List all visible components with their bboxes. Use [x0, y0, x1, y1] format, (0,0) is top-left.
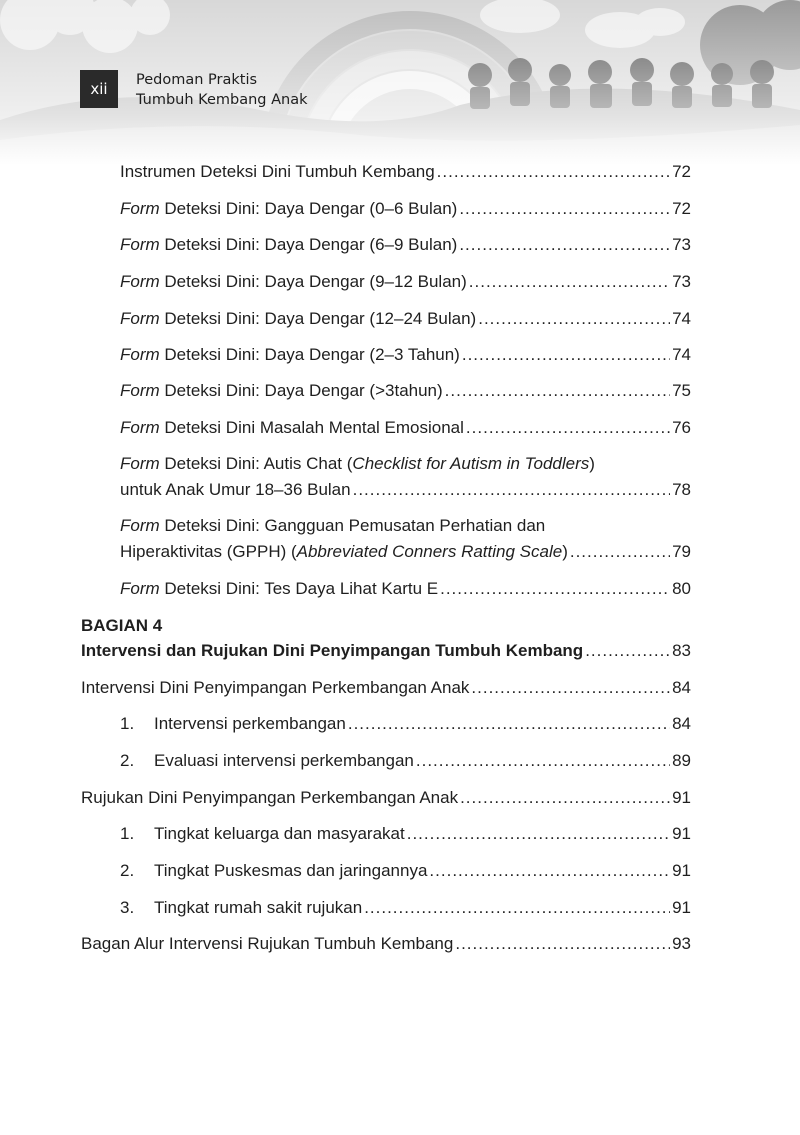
toc-entry[interactable] — [120, 234, 691, 256]
toc-entry-text: Bagan Alur Intervensi Rujukan Tumbuh Kembang — [81, 934, 454, 953]
toc-entry-italic: Form — [120, 235, 160, 254]
book-title-line1: Pedoman Praktis — [136, 72, 258, 88]
toc-page-number: 72 — [672, 162, 691, 181]
header-banner — [0, 0, 800, 165]
toc-entry[interactable] — [120, 860, 691, 882]
toc-entry[interactable] — [81, 933, 691, 955]
toc-page-number: 91 — [672, 824, 691, 843]
toc-page-number: 79 — [672, 542, 691, 561]
toc-entry-gpph[interactable] — [120, 515, 691, 563]
banner-illustration — [0, 0, 800, 165]
toc-entry[interactable] — [120, 713, 691, 735]
toc-page-number: 72 — [672, 199, 691, 218]
toc-page-number: 91 — [672, 898, 691, 917]
toc-entry-text: Intervensi Dini Penyimpangan Perkembangan Anak — [81, 678, 470, 697]
toc-entry[interactable] — [81, 677, 691, 699]
toc-entry[interactable] — [120, 897, 691, 919]
toc-entry-text: Instrumen Deteksi Dini Tumbuh Kembang — [120, 162, 435, 181]
toc-entry[interactable] — [120, 161, 691, 183]
toc-entry-number: 1. — [120, 824, 135, 843]
toc-page-number: 89 — [672, 751, 691, 770]
toc-entry[interactable] — [120, 308, 691, 330]
toc-entry-text: Rujukan Dini Penyimpangan Perkembangan Anak — [81, 788, 459, 807]
toc-entry-text-line2: Hiperaktivitas (GPPH) ( — [120, 542, 297, 561]
dot-leader — [437, 161, 670, 183]
toc-entry[interactable] — [120, 750, 691, 772]
toc-entry-number: 1. — [120, 714, 135, 733]
book-title-line2: Tumbuh Kembang Anak — [136, 92, 308, 108]
dot-leader — [462, 344, 670, 366]
dot-leader — [585, 640, 670, 662]
toc-page-number: 75 — [672, 381, 691, 400]
toc-entry[interactable] — [120, 198, 691, 220]
toc-page-number: 80 — [672, 579, 691, 598]
toc-page-number: 73 — [672, 235, 691, 254]
toc-entry-italic: Form — [120, 516, 160, 535]
toc-entry[interactable] — [81, 787, 691, 809]
toc-entry-text: Deteksi Dini: Daya Dengar (12–24 Bulan) — [159, 309, 477, 328]
toc-entry-text: Tingkat Puskesmas dan jaringannya — [154, 861, 428, 880]
toc-page-number: 84 — [672, 678, 691, 697]
toc-entry-italic: Form — [120, 309, 160, 328]
dot-leader — [353, 479, 670, 501]
toc-entry-text: Deteksi Dini: Daya Dengar (2–3 Tahun) — [159, 345, 460, 364]
toc-section-entry[interactable] — [81, 640, 691, 662]
page-number-box — [80, 70, 118, 108]
toc-entry[interactable] — [120, 823, 691, 845]
toc-entry-number: 2. — [120, 751, 135, 770]
toc-entry-text: Deteksi Dini: Daya Dengar (9–12 Bulan) — [159, 272, 467, 291]
toc-entry-text: Deteksi Dini: Daya Dengar (>3tahun) — [159, 381, 443, 400]
toc-entry-italic: Form — [120, 418, 160, 437]
toc-entry-italic: Form — [120, 381, 160, 400]
toc-entry[interactable] — [120, 417, 691, 439]
toc-entry[interactable] — [120, 380, 691, 402]
toc-entry-italic: Form — [120, 345, 160, 364]
toc-entry[interactable] — [120, 578, 691, 600]
toc-page-number: 91 — [672, 788, 691, 807]
toc-entry-text: Tingkat rumah sakit rujukan — [154, 898, 363, 917]
dot-leader — [364, 897, 670, 919]
toc-entry-number: 3. — [120, 898, 135, 917]
toc-page-number: 74 — [672, 345, 691, 364]
toc-entry-text-end: ) — [562, 542, 568, 561]
section-label: BAGIAN 4 — [81, 616, 163, 635]
dot-leader — [570, 541, 670, 563]
page-number: xii — [90, 80, 108, 98]
toc-entry-text-end: ) — [589, 454, 595, 473]
book-title — [136, 70, 307, 110]
toc-page-number: 78 — [672, 480, 691, 499]
toc-entry-text-line2: untuk Anak Umur 18–36 Bulan — [120, 480, 351, 499]
dot-leader — [348, 713, 670, 735]
toc-page-number: 73 — [672, 272, 691, 291]
toc-section-title: Intervensi dan Rujukan Dini Penyimpangan Tumbuh Kembang — [81, 641, 584, 660]
dot-leader — [460, 787, 670, 809]
dot-leader — [459, 234, 670, 256]
dot-leader — [429, 860, 670, 882]
toc-entry-italic-title: Abbreviated Conners Ratting Scale — [296, 542, 563, 561]
toc-page-number: 74 — [672, 309, 691, 328]
dot-leader — [445, 380, 670, 402]
toc-entry-text: Deteksi Dini: Tes Daya Lihat Kartu E — [159, 579, 439, 598]
toc-entry-italic: Form — [120, 454, 160, 473]
toc-entry[interactable] — [120, 271, 691, 293]
toc-page-number: 91 — [672, 861, 691, 880]
toc-entry-autism[interactable] — [120, 453, 691, 501]
toc-entry-text: Deteksi Dini: Daya Dengar (6–9 Bulan) — [159, 235, 458, 254]
dot-leader — [455, 933, 670, 955]
toc-entry-text: Deteksi Dini: Autis Chat ( — [159, 454, 353, 473]
toc-entry-number: 2. — [120, 861, 135, 880]
toc-page-number: 76 — [672, 418, 691, 437]
toc-entry-italic-title: Checklist for Autism in Toddlers — [352, 454, 590, 473]
dot-leader — [478, 308, 670, 330]
toc-entry-text: Deteksi Dini Masalah Mental Emosional — [159, 418, 464, 437]
dot-leader — [440, 578, 670, 600]
dot-leader — [469, 271, 670, 293]
dot-leader — [459, 198, 670, 220]
toc-entry[interactable] — [120, 344, 691, 366]
toc-entry-italic: Form — [120, 199, 160, 218]
toc-entry-italic: Form — [120, 579, 160, 598]
toc-page-number: 83 — [672, 641, 691, 660]
dot-leader — [471, 677, 670, 699]
dot-leader — [416, 750, 670, 772]
toc-entry-text: Intervensi perkembangan — [154, 714, 346, 733]
toc-entry-text: Tingkat keluarga dan masyarakat — [154, 824, 405, 843]
toc-page-number: 84 — [672, 714, 691, 733]
toc-entry-italic: Form — [120, 272, 160, 291]
dot-leader — [407, 823, 670, 845]
toc-page-number: 93 — [672, 934, 691, 953]
toc-entry-text: Deteksi Dini: Gangguan Pemusatan Perhatian dan — [159, 516, 546, 535]
toc-entry-text: Deteksi Dini: Daya Dengar (0–6 Bulan) — [159, 199, 458, 218]
toc-entry-text: Evaluasi intervensi perkembangan — [154, 751, 414, 770]
dot-leader — [466, 417, 670, 439]
